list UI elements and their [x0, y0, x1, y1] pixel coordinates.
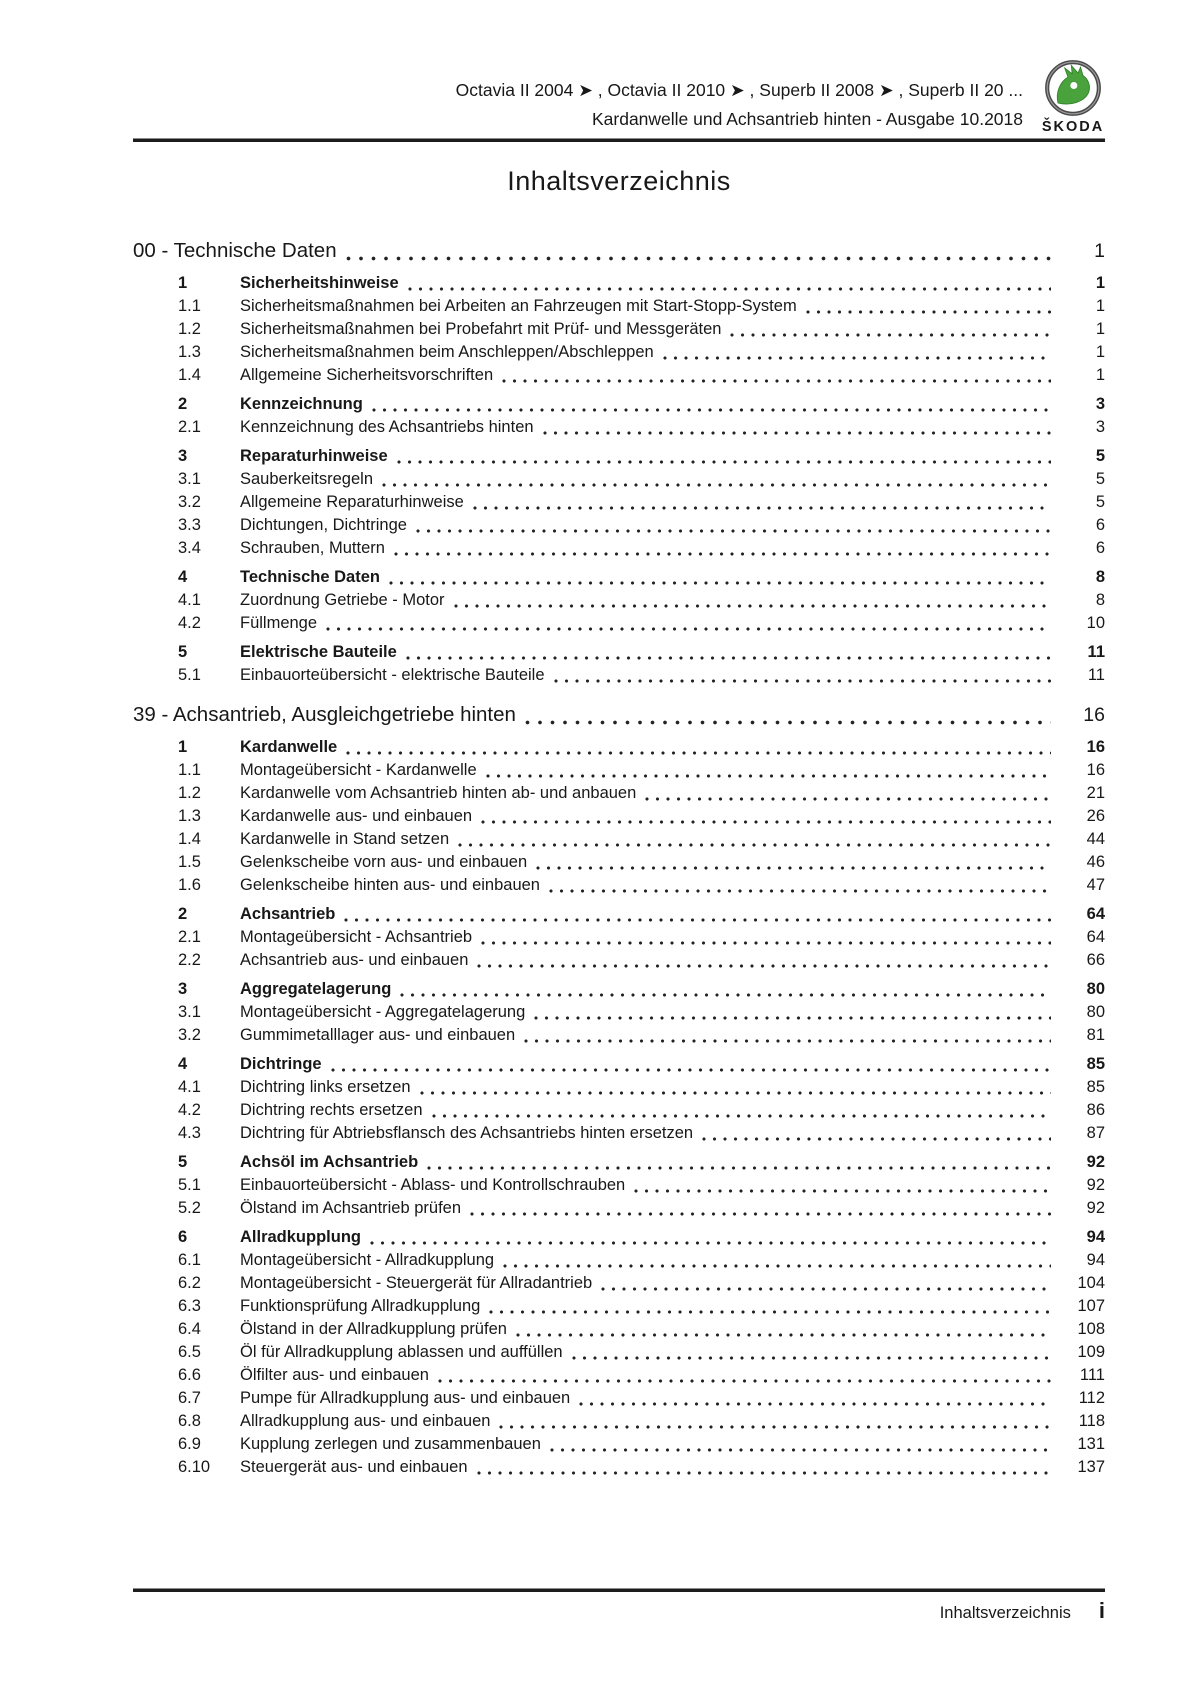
entry-number: 4.2	[178, 614, 201, 632]
dot-leader	[502, 379, 1051, 383]
entry-page-number: 16	[1086, 738, 1105, 756]
toc-entry-row	[133, 949, 1105, 972]
entry-title: Sicherheitsmaßnahmen bei Probefahrt mit Prüf- und Messgeräten	[240, 320, 722, 338]
entry-page-number: 66	[1086, 951, 1105, 969]
entry-title: Allradkupplung aus- und einbauen	[240, 1412, 491, 1430]
dot-leader	[579, 1402, 1051, 1406]
dot-leader	[524, 1039, 1051, 1043]
header-models-line: Octavia II 2004 ➤ , Octavia II 2010 ➤ , Superb II 2008 ➤ , Superb II 20 ...	[455, 80, 1023, 100]
footer-divider	[133, 1588, 1105, 1592]
dot-leader	[481, 820, 1051, 824]
entry-page-number: 21	[1086, 784, 1105, 802]
entry-number: 3.4	[178, 539, 201, 557]
dot-leader	[516, 1333, 1051, 1337]
toc-entry-row	[133, 1387, 1105, 1410]
toc-entry-row	[133, 1226, 1105, 1249]
toc-entry-row	[133, 1341, 1105, 1364]
entry-title: Technische Daten	[240, 568, 380, 586]
toc-chapter	[133, 700, 1105, 1479]
entry-number: 6.10	[178, 1458, 211, 1476]
skoda-wordmark: ŠKODA	[1041, 119, 1105, 135]
toc	[133, 217, 1105, 1479]
entry-number: 3	[178, 447, 188, 465]
entry-number: 5	[178, 1153, 188, 1171]
entry-title: Sicherheitshinweise	[240, 274, 399, 292]
entry-number: 6.1	[178, 1251, 201, 1269]
entry-page-number: 3	[1095, 418, 1105, 436]
toc-entry-row	[133, 612, 1105, 635]
skoda-winged-arrow-icon	[1043, 58, 1103, 118]
entry-page-number: 109	[1077, 1343, 1105, 1361]
entry-title: Gelenkscheibe hinten aus- und einbauen	[240, 876, 540, 894]
dot-leader	[370, 1241, 1051, 1245]
dot-leader	[486, 774, 1051, 778]
entry-title: Dichtring rechts ersetzen	[240, 1101, 423, 1119]
dot-leader	[806, 310, 1051, 314]
entry-title: Sauberkeitsregeln	[240, 470, 373, 488]
toc-entry-row	[133, 1295, 1105, 1318]
entry-title: Zuordnung Getriebe - Motor	[240, 591, 445, 609]
entry-title: Sicherheitsmaßnahmen beim Anschleppen/Abschleppen	[240, 343, 654, 361]
entry-number: 4	[178, 568, 188, 586]
header-subtitle-line: Kardanwelle und Achsantrieb hinten - Ausgabe 10.2018	[591, 109, 1023, 129]
toc-chapter-row	[133, 236, 1105, 266]
toc-entry-row	[133, 1364, 1105, 1387]
toc-entry-row	[133, 759, 1105, 782]
dot-leader	[416, 529, 1051, 533]
entry-page-number: 80	[1086, 980, 1105, 998]
dot-leader	[346, 256, 1051, 261]
entry-number: 2	[178, 395, 188, 413]
chapter-label: 00 - Technische Daten	[133, 239, 337, 262]
entry-number: 6.4	[178, 1320, 201, 1338]
entry-number: 1.6	[178, 876, 201, 894]
dot-leader	[481, 941, 1051, 945]
toc-entry-row	[133, 782, 1105, 805]
dot-leader	[572, 1356, 1051, 1360]
skoda-logo	[1041, 58, 1105, 135]
entry-page-number: 8	[1095, 568, 1105, 586]
entry-number: 3.2	[178, 1026, 201, 1044]
dot-leader	[534, 1016, 1051, 1020]
toc-entry-row	[133, 641, 1105, 664]
entry-number: 5.1	[178, 1176, 201, 1194]
entry-page-number: 47	[1086, 876, 1105, 894]
entry-number: 1.3	[178, 343, 201, 361]
entry-title: Kardanwelle in Stand setzen	[240, 830, 450, 848]
entry-page-number: 131	[1077, 1435, 1105, 1453]
entry-page-number: 1	[1095, 366, 1105, 384]
toc-entry-row	[133, 416, 1105, 439]
entry-title: Öl für Allradkupplung ablassen und auffüllen	[240, 1343, 563, 1361]
entry-page-number: 44	[1086, 830, 1105, 848]
entry-title: Dichtring für Abtriebsflansch des Achsantriebs hinten ersetzen	[240, 1124, 694, 1142]
entry-page-number: 8	[1095, 591, 1105, 609]
entry-page-number: 92	[1086, 1199, 1105, 1217]
entry-title: Allradkupplung	[240, 1228, 361, 1246]
dot-leader	[477, 1471, 1051, 1475]
toc-entry-row	[133, 1456, 1105, 1479]
entry-page-number: 6	[1095, 539, 1105, 557]
entry-title: Schrauben, Muttern	[240, 539, 385, 557]
entry-title: Einbauorteübersicht - Ablass- und Kontrollschrauben	[240, 1176, 626, 1194]
toc-entry-row	[133, 874, 1105, 897]
entry-title: Montageübersicht - Allradkupplung	[240, 1251, 495, 1269]
dot-leader	[489, 1310, 1051, 1314]
toc-chapter-row	[133, 700, 1105, 730]
entry-number: 6	[178, 1228, 188, 1246]
toc-entry-row	[133, 1433, 1105, 1456]
dot-leader	[326, 627, 1051, 631]
entry-number: 2.1	[178, 418, 201, 436]
dot-leader	[549, 889, 1051, 893]
entry-number: 1.2	[178, 784, 201, 802]
entry-title: Achsöl im Achsantrieb	[240, 1153, 419, 1171]
entry-page-number: 80	[1086, 1003, 1105, 1021]
dot-leader	[432, 1114, 1052, 1118]
toc-entry-row	[133, 664, 1105, 687]
header-divider	[133, 138, 1105, 142]
entry-title: Kupplung zerlegen und zusammenbauen	[240, 1435, 541, 1453]
dot-leader	[554, 679, 1051, 683]
toc-entry-row	[133, 491, 1105, 514]
entry-page-number: 137	[1077, 1458, 1105, 1476]
toc-entry-row	[133, 445, 1105, 468]
chapter-page-number: 1	[1094, 240, 1105, 262]
entry-page-number: 10	[1086, 614, 1105, 632]
entry-title: Kennzeichnung	[240, 395, 363, 413]
dot-leader	[438, 1379, 1051, 1383]
entry-number: 5.1	[178, 666, 201, 684]
dot-leader	[543, 431, 1051, 435]
dot-leader	[382, 483, 1051, 487]
dot-leader	[663, 356, 1051, 360]
entry-number: 3.2	[178, 493, 201, 511]
entry-title: Kardanwelle	[240, 738, 338, 756]
toc-entry-row	[133, 1272, 1105, 1295]
entry-title: Einbauorteübersicht - elektrische Bauteile	[240, 666, 545, 684]
dot-leader	[389, 581, 1051, 585]
entry-page-number: 11	[1087, 643, 1105, 661]
entry-page-number: 81	[1086, 1026, 1105, 1044]
entry-title: Kardanwelle vom Achsantrieb hinten ab- und anbauen	[240, 784, 637, 802]
toc-entry-row	[133, 1410, 1105, 1433]
entry-number: 4.1	[178, 591, 201, 609]
dot-leader	[394, 552, 1051, 556]
entry-title: Montageübersicht - Achsantrieb	[240, 928, 473, 946]
entry-number: 1.3	[178, 807, 201, 825]
toc-entry-row	[133, 1001, 1105, 1024]
entry-page-number: 1	[1095, 343, 1105, 361]
entry-page-number: 118	[1078, 1412, 1105, 1430]
entry-title: Gelenkscheibe vorn aus- und einbauen	[240, 853, 528, 871]
entry-page-number: 87	[1086, 1124, 1105, 1142]
chapter-page-number: 16	[1083, 704, 1105, 726]
entry-title: Montageübersicht - Aggregatelagerung	[240, 1003, 526, 1021]
dot-leader	[372, 408, 1051, 412]
entry-page-number: 16	[1086, 761, 1105, 779]
dot-leader	[331, 1068, 1051, 1072]
entry-page-number: 64	[1086, 928, 1105, 946]
toc-entry-row	[133, 589, 1105, 612]
entry-number: 4.1	[178, 1078, 201, 1096]
entry-number: 2.2	[178, 951, 201, 969]
entry-title: Allgemeine Sicherheitsvorschriften	[240, 366, 494, 384]
dot-leader	[427, 1166, 1051, 1170]
dot-leader	[525, 720, 1051, 725]
toc-entry-row	[133, 1174, 1105, 1197]
entry-title: Kennzeichnung des Achsantriebs hinten	[240, 418, 534, 436]
entry-page-number: 64	[1086, 905, 1105, 923]
page-footer	[133, 1588, 1105, 1623]
entry-number: 4.2	[178, 1101, 201, 1119]
toc-entry-row	[133, 468, 1105, 491]
entry-page-number: 11	[1087, 666, 1105, 684]
toc-entry-row	[133, 1024, 1105, 1047]
entry-number: 2	[178, 905, 188, 923]
dot-leader	[420, 1091, 1051, 1095]
footer-page-number: i	[1098, 1598, 1105, 1623]
entry-page-number: 107	[1077, 1297, 1105, 1315]
toc-entry-row	[133, 272, 1105, 295]
dot-leader	[473, 506, 1051, 510]
footer-label: Inhaltsverzeichnis	[939, 1604, 1071, 1622]
entry-title: Reparaturhinweise	[240, 447, 388, 465]
toc-entry-row	[133, 1318, 1105, 1341]
entry-title: Kardanwelle aus- und einbauen	[240, 807, 473, 825]
entry-number: 5.2	[178, 1199, 201, 1217]
dot-leader	[536, 866, 1051, 870]
dot-leader	[406, 656, 1051, 660]
entry-number: 6.5	[178, 1343, 201, 1361]
toc-entry-row	[133, 318, 1105, 341]
entry-number: 6.3	[178, 1297, 201, 1315]
entry-page-number: 86	[1086, 1101, 1105, 1119]
dot-leader	[400, 993, 1051, 997]
entry-number: 6.8	[178, 1412, 201, 1430]
header-text-block	[133, 58, 1041, 134]
dot-leader	[550, 1448, 1051, 1452]
entry-page-number: 5	[1095, 493, 1105, 511]
entry-page-number: 1	[1095, 274, 1105, 292]
toc-entry-row	[133, 851, 1105, 874]
entry-title: Elektrische Bauteile	[240, 643, 397, 661]
dot-leader	[499, 1425, 1051, 1429]
entry-title: Gummimetalllager aus- und einbauen	[240, 1026, 516, 1044]
entry-number: 6.7	[178, 1389, 201, 1407]
entry-number: 6.9	[178, 1435, 201, 1453]
entry-number: 1.4	[178, 830, 201, 848]
toc-entry-row	[133, 514, 1105, 537]
entry-title: Dichtungen, Dichtringe	[240, 516, 407, 534]
toc-entry-row	[133, 393, 1105, 416]
entry-page-number: 85	[1086, 1055, 1105, 1073]
entry-page-number: 6	[1095, 516, 1105, 534]
entry-page-number: 5	[1095, 447, 1105, 465]
toc-entry-row	[133, 295, 1105, 318]
entry-title: Pumpe für Allradkupplung aus- und einbauen	[240, 1389, 571, 1407]
entry-title: Allgemeine Reparaturhinweise	[240, 493, 464, 511]
entry-number: 1.1	[178, 761, 201, 779]
entry-page-number: 92	[1086, 1176, 1105, 1194]
entry-number: 5	[178, 643, 188, 661]
toc-entry-row	[133, 1099, 1105, 1122]
entry-number: 3.1	[178, 1003, 201, 1021]
toc-entry-row	[133, 1197, 1105, 1220]
entry-title: Montageübersicht - Steuergerät für Allradantrieb	[240, 1274, 593, 1292]
dot-leader	[346, 751, 1051, 755]
entry-title: Ölfilter aus- und einbauen	[240, 1366, 429, 1384]
entry-page-number: 3	[1095, 395, 1105, 413]
entry-page-number: 85	[1086, 1078, 1105, 1096]
entry-number: 2.1	[178, 928, 201, 946]
toc-entry-row	[133, 828, 1105, 851]
entry-number: 1	[178, 274, 188, 292]
entry-number: 1.4	[178, 366, 201, 384]
entry-page-number: 111	[1079, 1366, 1105, 1384]
entry-title: Füllmenge	[240, 614, 318, 632]
entry-page-number: 112	[1078, 1389, 1105, 1407]
entry-page-number: 108	[1077, 1320, 1105, 1338]
entry-number: 6.6	[178, 1366, 201, 1384]
entry-title: Montageübersicht - Kardanwelle	[240, 761, 477, 779]
entry-title: Ölstand in der Allradkupplung prüfen	[240, 1320, 507, 1338]
entry-number: 1.2	[178, 320, 201, 338]
entry-page-number: 1	[1095, 297, 1105, 315]
toc-entry-row	[133, 1249, 1105, 1272]
entry-title: Dichtring links ersetzen	[240, 1078, 411, 1096]
dot-leader	[601, 1287, 1051, 1291]
dot-leader	[454, 604, 1051, 608]
entry-page-number: 94	[1086, 1228, 1105, 1246]
dot-leader	[458, 843, 1051, 847]
toc-entry-row	[133, 736, 1105, 759]
toc-entry-row	[133, 1076, 1105, 1099]
toc-entry-row	[133, 903, 1105, 926]
entry-number: 4	[178, 1055, 188, 1073]
toc-entry-row	[133, 364, 1105, 387]
entry-number: 1.1	[178, 297, 201, 315]
page-header	[133, 58, 1105, 135]
entry-page-number: 94	[1086, 1251, 1105, 1269]
entry-title: Achsantrieb	[240, 905, 336, 923]
dot-leader	[702, 1137, 1051, 1141]
dot-leader	[477, 964, 1051, 968]
entry-title: Steuergerät aus- und einbauen	[240, 1458, 468, 1476]
toc-chapter	[133, 236, 1105, 687]
toc-entry-row	[133, 1122, 1105, 1145]
dot-leader	[408, 287, 1051, 291]
entry-page-number: 1	[1095, 320, 1105, 338]
toc-entry-row	[133, 805, 1105, 828]
toc-entry-row	[133, 1151, 1105, 1174]
entry-title: Achsantrieb aus- und einbauen	[240, 951, 469, 969]
page-title: Inhaltsverzeichnis	[507, 166, 731, 196]
entry-number: 4.3	[178, 1124, 201, 1142]
dot-leader	[730, 333, 1051, 337]
dot-leader	[344, 918, 1051, 922]
entry-page-number: 26	[1086, 807, 1105, 825]
dot-leader	[470, 1212, 1051, 1216]
entry-number: 6.2	[178, 1274, 201, 1292]
toc-entry-row	[133, 341, 1105, 364]
entry-number: 3	[178, 980, 188, 998]
entry-title: Aggregatelagerung	[240, 980, 392, 998]
entry-page-number: 46	[1086, 853, 1105, 871]
entry-page-number: 92	[1086, 1153, 1105, 1171]
toc-entry-row	[133, 537, 1105, 560]
entry-number: 3.3	[178, 516, 201, 534]
entry-number: 1	[178, 738, 188, 756]
entry-page-number: 104	[1077, 1274, 1105, 1292]
dot-leader	[634, 1189, 1051, 1193]
entry-title: Ölstand im Achsantrieb prüfen	[240, 1199, 462, 1217]
entry-title: Dichtringe	[240, 1055, 322, 1073]
dot-leader	[645, 797, 1051, 801]
chapter-label: 39 - Achsantrieb, Ausgleichgetriebe hinten	[133, 703, 516, 726]
dot-leader	[503, 1264, 1051, 1268]
entry-page-number: 5	[1095, 470, 1105, 488]
entry-number: 1.5	[178, 853, 201, 871]
toc-entry-row	[133, 1053, 1105, 1076]
entry-number: 3.1	[178, 470, 201, 488]
toc-entry-row	[133, 926, 1105, 949]
toc-entry-row	[133, 978, 1105, 1001]
dot-leader	[397, 460, 1051, 464]
toc-entry-row	[133, 566, 1105, 589]
entry-title: Sicherheitsmaßnahmen bei Arbeiten an Fahrzeugen mit Start-Stopp-System	[240, 297, 797, 315]
entry-title: Funktionsprüfung Allradkupplung	[240, 1297, 481, 1315]
